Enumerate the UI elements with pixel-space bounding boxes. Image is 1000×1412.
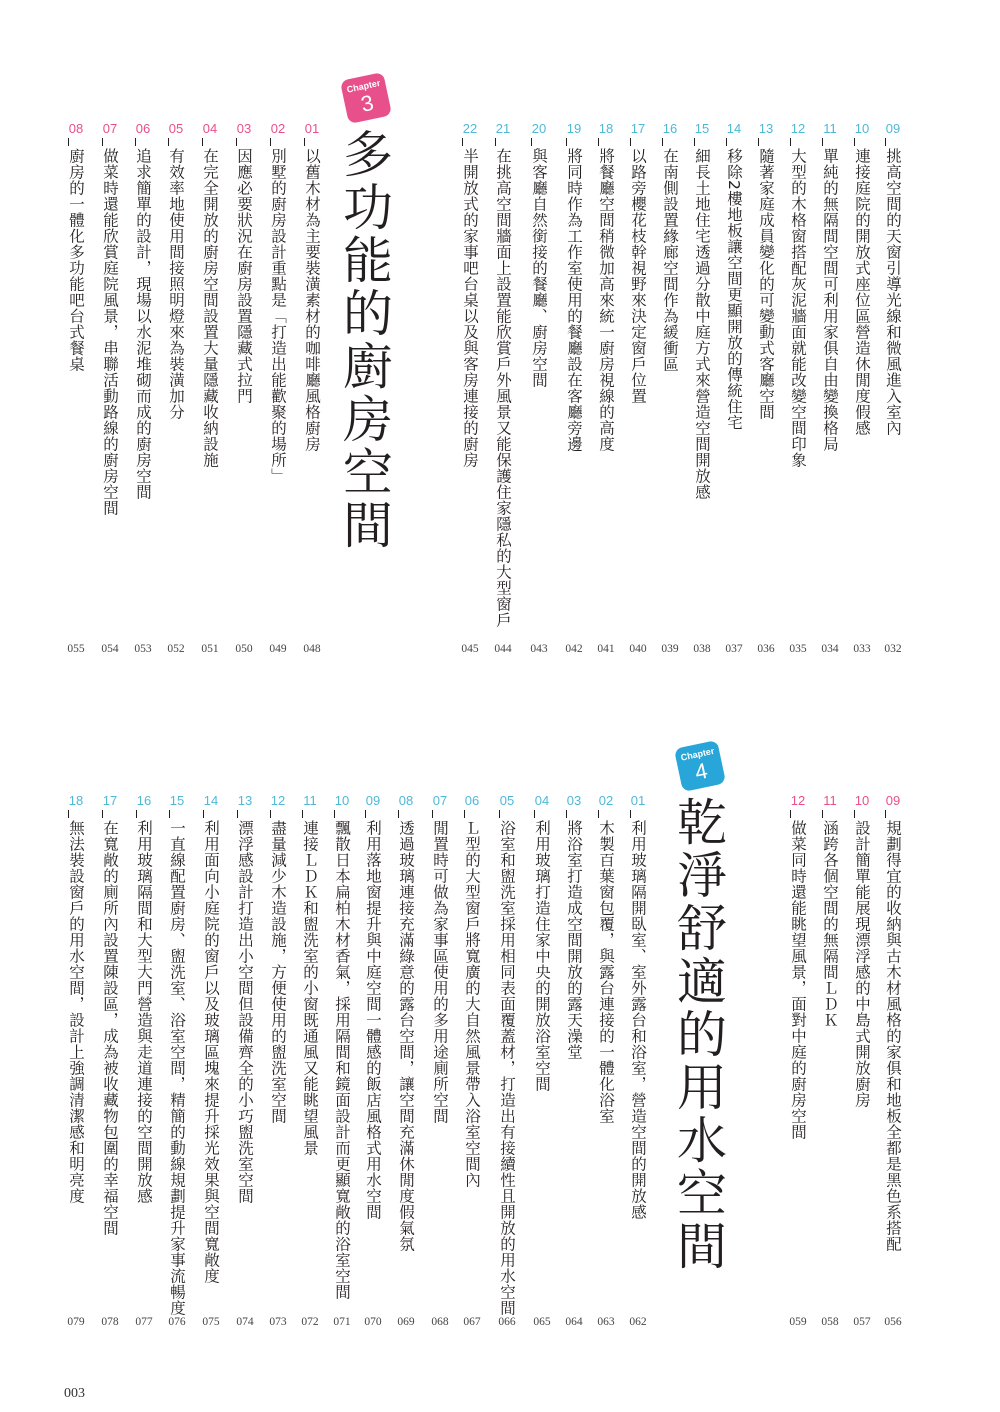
- entry-number: 17: [102, 793, 118, 808]
- entry-page-number: 079: [67, 1316, 85, 1328]
- entry-title: 將浴室打造成空間開放的露天澡堂: [565, 820, 583, 1060]
- entry-title: 細長土地住宅透過分散中庭方式來營造空間開放感: [693, 148, 711, 500]
- entry-page-number: 068: [431, 1316, 449, 1328]
- chapter-3-badge: [340, 72, 392, 124]
- entry-tick: [495, 138, 496, 146]
- entry-title: Ｌ型的大型窗戶將寬廣的大自然風景帶入浴室空間內: [463, 820, 481, 1188]
- entry-page-number: 040: [629, 643, 647, 655]
- entry-tick: [270, 810, 271, 818]
- entry-title: 在南側設置緣廊空間作為緩衝區: [661, 148, 679, 372]
- entry-page-number: 034: [821, 643, 839, 655]
- entry-page-number: 066: [498, 1316, 516, 1328]
- entry-tick: [270, 138, 271, 146]
- entry-number: 11: [823, 121, 837, 136]
- entry-number: 10: [854, 793, 870, 808]
- entry-title: 利用玻璃打造住家中央的開放浴室空間: [533, 820, 551, 1092]
- entry-page-number: 043: [530, 643, 548, 655]
- toc-entry[interactable]: [527, 121, 551, 388]
- entry-page-number: 050: [235, 643, 253, 655]
- toc-entry[interactable]: [330, 793, 354, 1300]
- page-folio: 003: [64, 1386, 85, 1401]
- entry-page-number: 056: [884, 1316, 902, 1328]
- entry-number: 01: [304, 121, 320, 136]
- entry-title: 盡量減少木造設施，方便使用的盥洗室空間: [269, 820, 287, 1124]
- entry-tick: [237, 810, 238, 818]
- toc-entry[interactable]: [530, 793, 554, 1092]
- entry-tick: [102, 810, 103, 818]
- entry-title: 漂浮感設計打造出小空間但設備齊全的小巧盥洗室空間: [236, 820, 254, 1204]
- entry-tick: [102, 138, 103, 146]
- toc-entry[interactable]: [754, 121, 778, 420]
- entry-tick: [334, 810, 335, 818]
- entry-number: 12: [270, 793, 286, 808]
- entry-tick: [432, 810, 433, 818]
- entry-page-number: 032: [884, 643, 902, 655]
- entry-page-number: 054: [101, 643, 119, 655]
- entry-number: 07: [432, 793, 448, 808]
- entry-page-number: 058: [821, 1316, 839, 1328]
- chapter-4-title: 乾淨舒適的用水空間: [669, 796, 727, 1273]
- entry-tick: [598, 138, 599, 146]
- toc-entry[interactable]: [881, 793, 905, 1252]
- toc-entry[interactable]: [64, 793, 88, 1204]
- entry-number: 04: [202, 121, 218, 136]
- entry-number: 18: [598, 121, 614, 136]
- entry-page-number: 064: [565, 1316, 583, 1328]
- entry-number: 06: [464, 793, 480, 808]
- toc-entry[interactable]: [786, 121, 810, 468]
- entry-tick: [885, 810, 886, 818]
- entry-title: 挑高空間的天窗引導光線和微風進入室內: [884, 148, 902, 436]
- toc-entry[interactable]: [626, 793, 650, 1220]
- entry-tick: [598, 810, 599, 818]
- toc-entry[interactable]: [394, 793, 418, 1252]
- entry-tick: [630, 810, 631, 818]
- toc-entry[interactable]: [428, 793, 452, 1124]
- entry-number: 21: [495, 121, 511, 136]
- entry-page-number: 041: [597, 643, 615, 655]
- entry-tick: [726, 138, 727, 146]
- entry-tick: [662, 138, 663, 146]
- toc-entry[interactable]: [722, 121, 746, 431]
- entry-page-number: 071: [333, 1316, 351, 1328]
- chapter-3-title: 多功能的廚房空間: [335, 128, 393, 552]
- entry-tick: [499, 810, 500, 818]
- toc-entry[interactable]: [658, 121, 682, 372]
- entry-number: 12: [790, 793, 806, 808]
- entry-number: 16: [136, 793, 152, 808]
- entry-title: 木製百葉窗包覆，與露台連接的一體化浴室: [597, 820, 615, 1124]
- entry-tick: [822, 810, 823, 818]
- entry-title: 廚房的一體化多功能吧台式餐桌: [67, 148, 85, 372]
- entry-tick: [758, 138, 759, 146]
- entry-title: 大型的木格窗搭配灰泥牆面就能改變空間印象: [789, 148, 807, 468]
- entry-page-number: 063: [597, 1316, 615, 1328]
- entry-number: 14: [726, 121, 742, 136]
- entry-tick: [302, 810, 303, 818]
- entry-number: 07: [102, 121, 118, 136]
- entry-title: 設計簡單能展現漂浮感的中島式開放廚房: [853, 820, 871, 1108]
- toc-entry[interactable]: [232, 121, 256, 404]
- entry-number: 01: [630, 793, 646, 808]
- toc-entry[interactable]: [626, 121, 650, 404]
- entry-title: 做菜同時還能眺望風景，面對中庭的廚房空間: [789, 820, 807, 1140]
- entry-title: 利用玻璃隔開臥室、室外露台和浴室，營造空間的開放感: [629, 820, 647, 1220]
- entry-title: 涵跨各個空間的無隔間ＬＤＫ: [821, 820, 839, 1028]
- entry-tick: [68, 138, 69, 146]
- toc-entry[interactable]: [198, 121, 222, 468]
- toc-entry[interactable]: [165, 793, 189, 1316]
- entry-page-number: 055: [67, 643, 85, 655]
- toc-entry[interactable]: [266, 793, 290, 1124]
- entry-title: 單純的無隔間空間可利用家俱自由變換格局: [821, 148, 839, 452]
- entry-tick: [202, 138, 203, 146]
- entry-tick: [135, 138, 136, 146]
- entry-page-number: 072: [301, 1316, 319, 1328]
- entry-page-number: 075: [202, 1316, 220, 1328]
- entry-title: 利用落地窗提升與中庭空間一體感的飯店風格式用水空間: [364, 820, 382, 1220]
- entry-page-number: 053: [134, 643, 152, 655]
- toc-entry[interactable]: [98, 121, 122, 516]
- entry-number: 13: [758, 121, 774, 136]
- entry-number: 03: [566, 793, 582, 808]
- entry-tick: [885, 138, 886, 146]
- entry-title: 隨著家庭成員變化的可變動式客廳空間: [757, 148, 775, 420]
- entry-tick: [854, 810, 855, 818]
- entry-number: 02: [270, 121, 286, 136]
- toc-entry[interactable]: [233, 793, 257, 1204]
- entry-page-number: 044: [494, 643, 512, 655]
- entry-page-number: 035: [789, 643, 807, 655]
- entry-number: 15: [694, 121, 710, 136]
- entry-title: 與客廳自然銜接的餐廳、廚房空間: [530, 148, 548, 388]
- entry-page-number: 059: [789, 1316, 807, 1328]
- toc-entry[interactable]: [361, 793, 385, 1220]
- toc-entry[interactable]: [164, 121, 188, 420]
- toc-entry[interactable]: [881, 121, 905, 436]
- entry-page-number: 070: [364, 1316, 382, 1328]
- toc-entry[interactable]: [298, 793, 322, 1156]
- toc-entry[interactable]: [850, 121, 874, 436]
- toc-entry[interactable]: [458, 121, 482, 468]
- entry-tick: [534, 810, 535, 818]
- entry-tick: [169, 810, 170, 818]
- entry-number: 19: [566, 121, 582, 136]
- entry-tick: [168, 138, 169, 146]
- toc-entry[interactable]: [300, 121, 324, 452]
- entry-page-number: 073: [269, 1316, 287, 1328]
- entry-title: 將同時作為工作室使用的餐廳設在客廳旁邊: [565, 148, 583, 452]
- chapter-4-badge-number: 4: [692, 757, 710, 785]
- entry-title: 移除2樓地板讓空間更顯開放的傳統住宅: [725, 148, 743, 431]
- entry-number: 06: [135, 121, 151, 136]
- entry-title: 一直線配置廚房、盥洗室、浴室空間，精簡的動線規劃提升家事流暢度: [168, 820, 186, 1316]
- entry-number: 16: [662, 121, 678, 136]
- entry-page-number: 038: [693, 643, 711, 655]
- entry-page-number: 065: [533, 1316, 551, 1328]
- entry-tick: [822, 138, 823, 146]
- entry-number: 03: [236, 121, 252, 136]
- entry-number: 02: [598, 793, 614, 808]
- entry-number: 12: [790, 121, 806, 136]
- toc-entry[interactable]: [562, 121, 586, 452]
- entry-title: 別墅的廚房設計重點是「打造出能歡聚的場所」: [269, 148, 287, 484]
- entry-tick: [531, 138, 532, 146]
- entry-page-number: 052: [167, 643, 185, 655]
- chapter-4-badge-label: Chapter: [679, 745, 716, 763]
- entry-page-number: 067: [463, 1316, 481, 1328]
- entry-title: 追求簡單的設計，現場以水泥堆砌而成的廚房空間: [134, 148, 152, 500]
- entry-number: 10: [854, 121, 870, 136]
- entry-title: 連接庭院的開放式座位區營造休閒度假感: [853, 148, 871, 436]
- entry-tick: [566, 138, 567, 146]
- entry-title: 在挑高空間牆面上設置能欣賞戶外風景又能保護住家隱私的大型窗戶: [494, 148, 512, 628]
- entry-page-number: 042: [565, 643, 583, 655]
- entry-title: 以舊木材為主要裝潢素材的咖啡廳風格廚房: [303, 148, 321, 452]
- toc-entry[interactable]: [562, 793, 586, 1060]
- entry-page-number: 051: [201, 643, 219, 655]
- toc-entry[interactable]: [132, 793, 156, 1204]
- toc-entry[interactable]: [495, 793, 519, 1316]
- entry-page-number: 078: [101, 1316, 119, 1328]
- entry-number: 09: [885, 793, 901, 808]
- entry-title: 利用玻璃隔間和大型大門營造與走道連接的空間開放感: [135, 820, 153, 1204]
- entry-page-number: 062: [629, 1316, 647, 1328]
- entry-title: 因應必要狀況在廚房設置隱藏式拉門: [235, 148, 253, 404]
- entry-tick: [236, 138, 237, 146]
- toc-entry[interactable]: [594, 793, 618, 1124]
- entry-page-number: 033: [853, 643, 871, 655]
- toc-entry[interactable]: [818, 793, 842, 1028]
- toc-entry[interactable]: [491, 121, 515, 628]
- entry-number: 20: [531, 121, 547, 136]
- entry-title: 規劃得宜的收納與古木材風格的家俱和地板全都是黑色系搭配: [884, 820, 902, 1252]
- toc-entry[interactable]: [690, 121, 714, 500]
- entry-number: 04: [534, 793, 550, 808]
- entry-number: 05: [168, 121, 184, 136]
- toc-entry[interactable]: [131, 121, 155, 500]
- entry-title: 做菜時還能欣賞庭院風景，串聯活動路線的廚房空間: [101, 148, 119, 516]
- toc-entry[interactable]: [594, 121, 618, 452]
- toc-entry[interactable]: [460, 793, 484, 1188]
- entry-number: 10: [334, 793, 350, 808]
- entry-title: 以路旁櫻花枝幹視野來決定窗戶位置: [629, 148, 647, 404]
- entry-title: 連接ＬＤＫ和盥洗室的小窗既通風又能眺望風景: [301, 820, 319, 1156]
- toc-entry[interactable]: [850, 793, 874, 1108]
- entry-number: 09: [885, 121, 901, 136]
- entry-number: 09: [365, 793, 381, 808]
- entry-tick: [790, 810, 791, 818]
- toc-entry[interactable]: [98, 793, 122, 1236]
- toc-entry[interactable]: [64, 121, 88, 372]
- entry-page-number: 057: [853, 1316, 871, 1328]
- entry-number: 18: [68, 793, 84, 808]
- entry-page-number: 076: [168, 1316, 186, 1328]
- entry-tick: [790, 138, 791, 146]
- chapter-4-badge: [674, 740, 726, 792]
- toc-entry[interactable]: [818, 121, 842, 452]
- entry-tick: [203, 810, 204, 818]
- entry-tick: [566, 810, 567, 818]
- entry-tick: [464, 810, 465, 818]
- entry-tick: [136, 810, 137, 818]
- entry-title: 浴室和盥洗室採用相同表面覆蓋材，打造出有接續性且開放的用水空間: [498, 820, 516, 1316]
- entry-title: 有效率地使用間接照明燈來為裝潢加分: [167, 148, 185, 420]
- entry-tick: [462, 138, 463, 146]
- entry-title: 利用面向小庭院的窗戶以及玻璃區塊來提升採光效果與空間寬敞度: [202, 820, 220, 1284]
- toc-entry[interactable]: [786, 793, 810, 1140]
- entry-title: 閒置時可做為家事區使用的多用途廁所空間: [431, 820, 449, 1124]
- entry-number: 11: [303, 793, 317, 808]
- entry-tick: [630, 138, 631, 146]
- entry-number: 08: [398, 793, 414, 808]
- entry-page-number: 036: [757, 643, 775, 655]
- entry-number: 08: [68, 121, 84, 136]
- entry-number: 05: [499, 793, 515, 808]
- entry-page-number: 045: [461, 643, 479, 655]
- toc-entry[interactable]: [199, 793, 223, 1284]
- entry-page-number: 077: [135, 1316, 153, 1328]
- entry-number: 11: [823, 793, 837, 808]
- entry-tick: [854, 138, 855, 146]
- entry-title: 透過玻璃連接充滿綠意的露台空間，讓空間充滿休閒度假氣氛: [397, 820, 415, 1252]
- entry-tick: [694, 138, 695, 146]
- entry-tick: [398, 810, 399, 818]
- entry-number: 14: [203, 793, 219, 808]
- entry-page-number: 074: [236, 1316, 254, 1328]
- entry-title: 在完全開放的廚房空間設置大量隱藏收納設施: [201, 148, 219, 468]
- entry-tick: [365, 810, 366, 818]
- entry-number: 15: [169, 793, 185, 808]
- entry-page-number: 048: [303, 643, 321, 655]
- entry-number: 17: [630, 121, 646, 136]
- entry-title: 在寬敞的廁所內設置陳設區，成為被收藏物包圍的幸福空間: [101, 820, 119, 1236]
- entry-tick: [304, 138, 305, 146]
- entry-number: 22: [462, 121, 478, 136]
- entry-page-number: 039: [661, 643, 679, 655]
- entry-page-number: 069: [397, 1316, 415, 1328]
- entry-title: 半開放式的家事吧台桌以及與客房連接的廚房: [461, 148, 479, 468]
- toc-entry[interactable]: [266, 121, 290, 484]
- entry-title: 飄散日本扁柏木材香氣，採用隔間和鏡面設計而更顯寬敞的浴室空間: [333, 820, 351, 1300]
- entry-title: 無法裝設窗戶的用水空間，設計上強調清潔感和明亮度: [67, 820, 85, 1204]
- entry-title: 將餐廳空間稍微加高來統一廚房視線的高度: [597, 148, 615, 452]
- chapter-3-badge-label: Chapter: [345, 77, 382, 95]
- chapter-3-badge-number: 3: [358, 89, 376, 117]
- entry-page-number: 037: [725, 643, 743, 655]
- entry-page-number: 049: [269, 643, 287, 655]
- entry-tick: [68, 810, 69, 818]
- entry-number: 13: [237, 793, 253, 808]
